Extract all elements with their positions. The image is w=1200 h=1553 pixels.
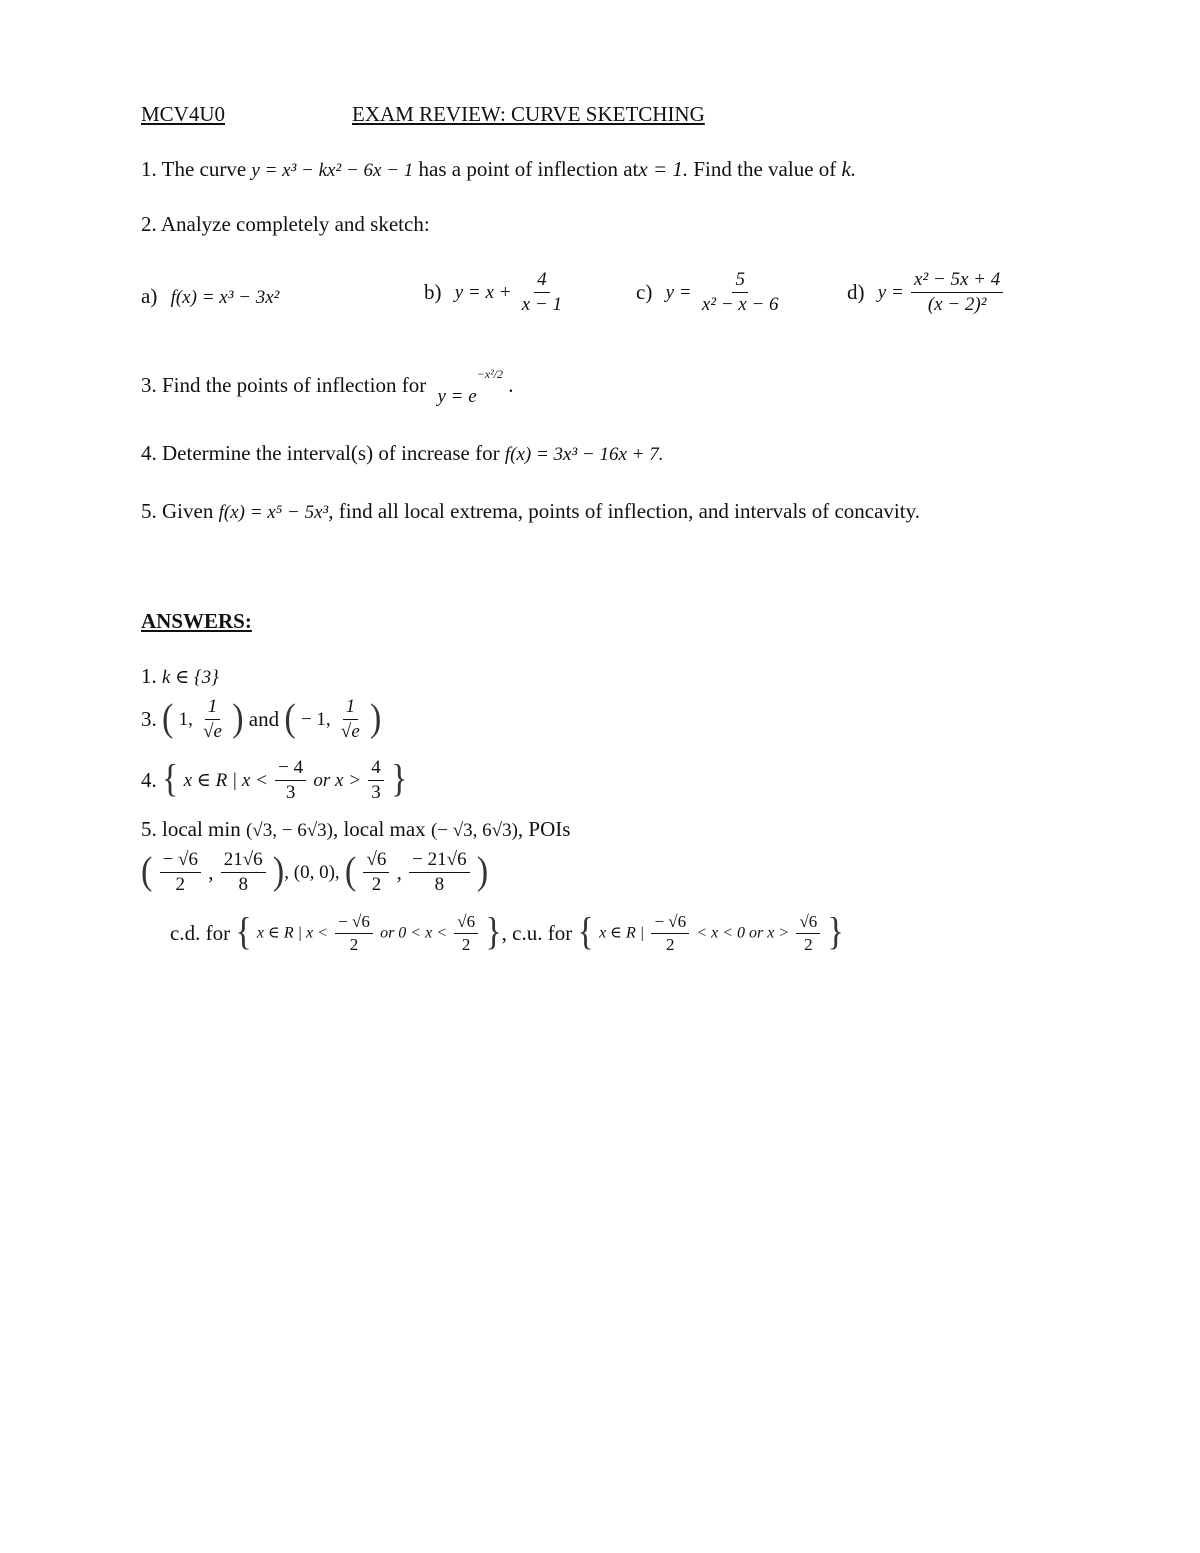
point-x: − 1, — [300, 708, 331, 730]
right-brace: } — [485, 911, 502, 955]
conjunction: and — [248, 706, 280, 731]
question-number: 1. — [141, 157, 157, 181]
equation-base: y = e — [437, 386, 477, 407]
answer-5-pois: ( $\frac{- √6}{2}$ , $\frac{21√6}{8}$ ), (0, 0), ( $\frac{√6}{2}$ , $\frac{- 21√6}{8}$ ) — [141, 849, 489, 895]
right-paren: ) — [370, 697, 382, 741]
set-condition: x ∈ R | x < — [256, 924, 328, 942]
fraction: $\frac{5}{\text{x² − x − 6}}$ — [701, 269, 779, 315]
fraction: $\frac{√6}{2}$ — [363, 850, 389, 895]
question-text: The curve — [161, 157, 247, 181]
answer-1 — [141, 666, 219, 687]
point-x: 1, — [178, 708, 193, 730]
question-text: has a point of inflection at — [418, 157, 639, 181]
fraction: $\frac{4}{x - 1}$ — [521, 269, 563, 315]
condition: x = 1. — [638, 157, 689, 181]
right-brace: } — [827, 911, 844, 955]
question-2a — [141, 286, 279, 307]
question-1 — [141, 159, 856, 180]
left-paren: ( — [162, 697, 174, 741]
answer-5-concavity — [170, 913, 844, 954]
part-label: a) — [141, 284, 158, 308]
part-label: c) — [636, 279, 653, 304]
question-number: 5. — [141, 499, 157, 523]
fraction: $\frac{4}{3}$ — [368, 758, 384, 803]
local-min-point: (√3, − 6√3) — [245, 820, 333, 841]
answer-number: 5. — [141, 817, 157, 841]
question-text: Given — [162, 499, 214, 523]
page-title: EXAM REVIEW: CURVE SKETCHING — [352, 102, 705, 126]
fraction: $\frac{1}{√e}$ — [203, 696, 222, 742]
answer-label: local min — [162, 817, 241, 841]
fraction: $\frac{21√6}{8}$ — [221, 850, 266, 895]
question-text: Determine the interval(s) of increase for — [162, 441, 500, 465]
local-max-point: (− √3, 6√3) — [430, 820, 518, 841]
question-2c — [636, 270, 784, 315]
origin-point: , (0, 0), — [284, 861, 340, 883]
answer-3 — [141, 697, 381, 742]
equation: f(x) = x⁵ − 5x³ — [218, 502, 329, 523]
answer-label: , c.u. for — [501, 920, 573, 945]
fraction: $\frac{\text{x² − 5x + 4}}{\text{(x − 2)²}}$ — [911, 270, 1003, 315]
right-paren: ) — [272, 850, 285, 894]
answer-number: 1. — [141, 664, 157, 688]
answers-heading: ANSWERS: — [141, 609, 252, 633]
answer-number: 4. — [141, 767, 157, 792]
equation-lhs: y = — [877, 281, 904, 303]
right-paren: ) — [476, 850, 489, 894]
set-condition: x ∈ R | x < — [183, 769, 268, 791]
left-paren: ( — [141, 850, 153, 894]
equation: f(x) = x³ − 3x² — [170, 287, 280, 308]
question-text: Find the value of — [693, 157, 837, 181]
question-number: 2. — [141, 212, 157, 236]
fraction: $\frac{- √6}{2}$ — [335, 913, 373, 954]
equation-exponent: −x²/2 — [476, 367, 504, 381]
question-5 — [141, 501, 920, 522]
question-text: Analyze completely and sketch: — [160, 212, 430, 236]
left-brace: { — [235, 911, 252, 955]
question-text: Find the points of inflection for — [162, 373, 427, 397]
part-label: b) — [424, 279, 442, 304]
fraction: $\frac{1}{√e}$ — [340, 696, 360, 742]
left-brace: { — [162, 758, 179, 802]
equation: f(x) = 3x³ − 16x + 7. — [504, 444, 664, 465]
course-code: MCV4U0 — [141, 102, 226, 126]
fraction: $\frac{√6}{2}$ — [796, 913, 820, 954]
set-condition: < x < 0 or x > — [696, 924, 790, 942]
left-paren: ( — [284, 697, 296, 741]
equation-lhs: y = x + — [454, 281, 512, 303]
question-3 — [141, 367, 514, 407]
answer-text: k ∈ {3} — [162, 667, 219, 688]
question-number: 4. — [141, 441, 157, 465]
answer-number: 3. — [141, 706, 157, 731]
fraction: $\frac{- √6}{2}$ — [651, 913, 689, 954]
fraction: $\frac{- √6}{2}$ — [160, 850, 201, 895]
answer-4 — [141, 758, 407, 803]
fraction: $\frac{- 21√6}{8}$ — [409, 850, 469, 895]
answer-label: c.d. for — [170, 920, 231, 945]
question-2d — [847, 270, 1005, 315]
question-2b — [424, 270, 567, 315]
question-2 — [141, 214, 430, 235]
part-label: d) — [847, 279, 865, 304]
equation-lhs: y = — [665, 281, 692, 303]
answer-label: , local max — [332, 817, 426, 841]
question-number: 3. — [141, 373, 157, 397]
answer-label: , POIs — [517, 817, 571, 841]
question-4 — [141, 443, 664, 464]
question-text: , find all local extrema, points of inflection, and intervals of concavity. — [328, 499, 920, 523]
set-condition: or 0 < x < — [380, 924, 447, 942]
left-brace: { — [577, 911, 594, 955]
equation: y = x³ − kx² − 6x − 1 — [251, 160, 414, 181]
variable: k. — [841, 157, 857, 181]
set-condition: or x > — [313, 769, 362, 791]
set-condition: x ∈ R | — [599, 924, 645, 942]
right-brace: } — [391, 758, 408, 802]
fraction: $\frac{- 4}{3}$ — [275, 758, 306, 803]
left-paren: ( — [344, 850, 357, 894]
right-paren: ) — [232, 697, 244, 741]
punctuation: . — [508, 373, 514, 397]
fraction: $\frac{√6}{2}$ — [454, 913, 478, 954]
answer-5 — [141, 819, 570, 840]
